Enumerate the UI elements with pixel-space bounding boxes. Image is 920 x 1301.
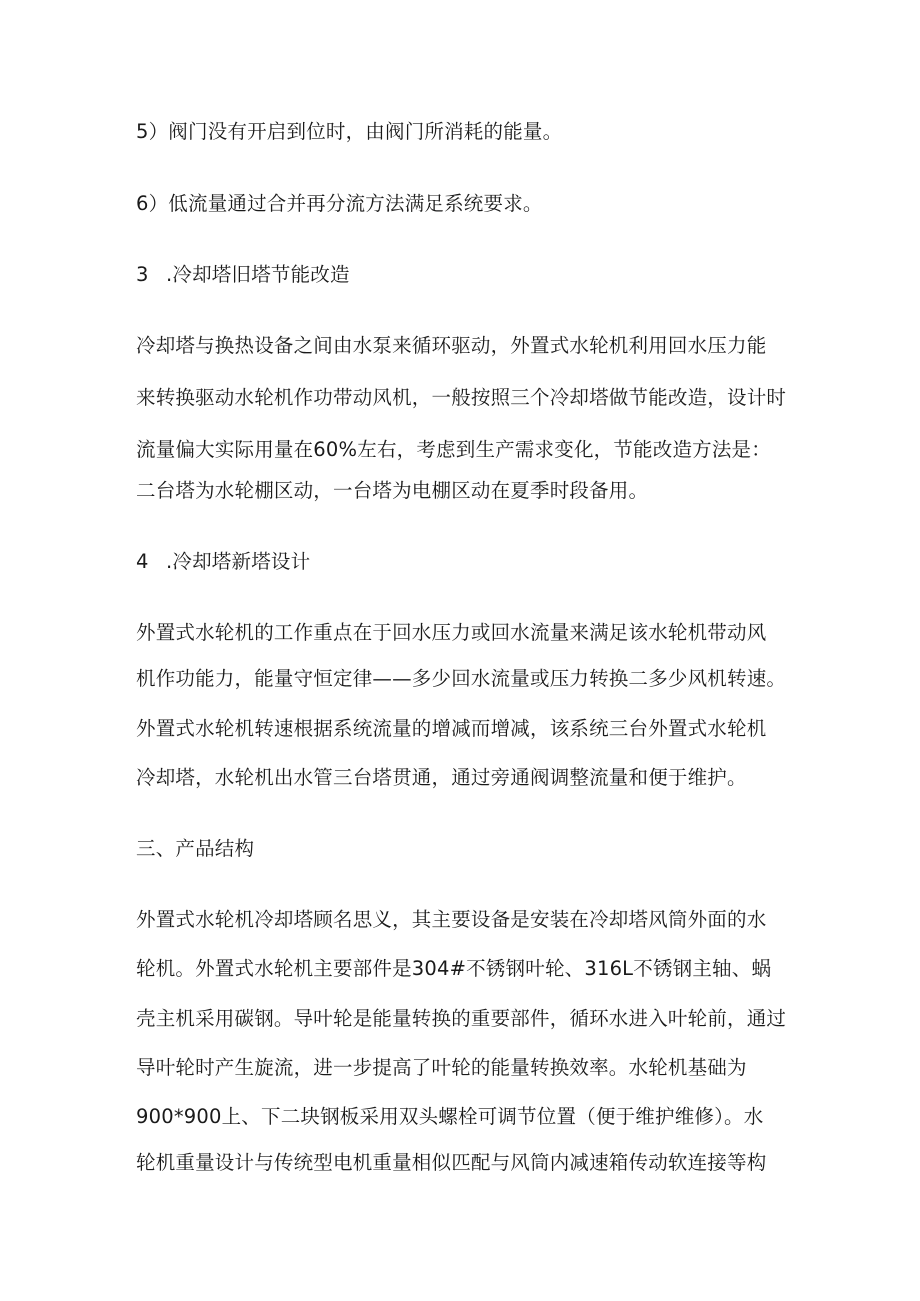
section-3-line: 二台塔为水轮棚区动，一台塔为电棚区动在夏季时段备用。 <box>136 479 649 502</box>
structure-line: 外置式水轮机冷却塔顾名思义，其主要设备是安装在冷却塔风筒外面的水 <box>136 908 767 931</box>
structure-line: 轮机重量设计与传统型电机重量相似匹配与风筒内减速箱传动软连接等构 <box>136 1151 767 1174</box>
section-4-line: 外置式水轮机的工作重点在于回水压力或回水流量来满足该水轮机带动风 <box>136 621 767 644</box>
section-3-heading <box>136 261 350 289</box>
section-3-line: 来转换驱动水轮机作功带动风机，一般按照三个冷却塔做节能改造，设计时 <box>136 386 787 409</box>
structure-line: 导叶轮时产生旋流，进一步提高了叶轮的能量转换效率。水轮机基础为 <box>136 1056 747 1079</box>
section-4-number: 4 <box>136 550 149 573</box>
section-4-line: 冷却塔，水轮机出水管三台塔贯通，通过旁通阀调整流量和便于维护。 <box>136 766 747 789</box>
structure-line: 壳主机采用碳钢。导叶轮是能量转换的重要部件，循环水进入叶轮前，通过 <box>136 1007 787 1030</box>
section-4-heading <box>136 548 310 576</box>
section-3-line: 流量偏大实际用量在60%左右，考虑到生产需求变化，节能改造方法是： <box>136 438 771 461</box>
list-item-6: 6）低流量通过合并再分流方法满足系统要求。 <box>136 192 543 215</box>
structure-line: 轮机。外置式水轮机主要部件是304#不锈钢叶轮、316L不锈钢主轴、蜗 <box>136 957 772 980</box>
product-structure-heading: 三、产品结构 <box>136 837 255 860</box>
section-3-title: .冷却塔旧塔节能改造 <box>166 263 350 286</box>
section-3-line: 冷却塔与换热设备之间由水泵来循环驱动，外置式水轮机利用回水压力能 <box>136 334 767 357</box>
section-4-title: .冷却塔新塔设计 <box>166 550 311 573</box>
section-4-line: 外置式水轮机转速根据系统流量的增减而增减，该系统三台外置式水轮机 <box>136 717 767 740</box>
section-4-line: 机作功能力，能量守恒定律——多少回水流量或压力转换二多少风机转速。 <box>136 667 787 690</box>
section-3-number: 3 <box>136 263 149 286</box>
structure-line: 900*900上、下二块钢板采用双头螺栓可调节位置（便于维护维修）。水 <box>136 1105 764 1128</box>
list-item-5: 5）阀门没有开启到位时，由阀门所消耗的能量。 <box>136 120 563 143</box>
